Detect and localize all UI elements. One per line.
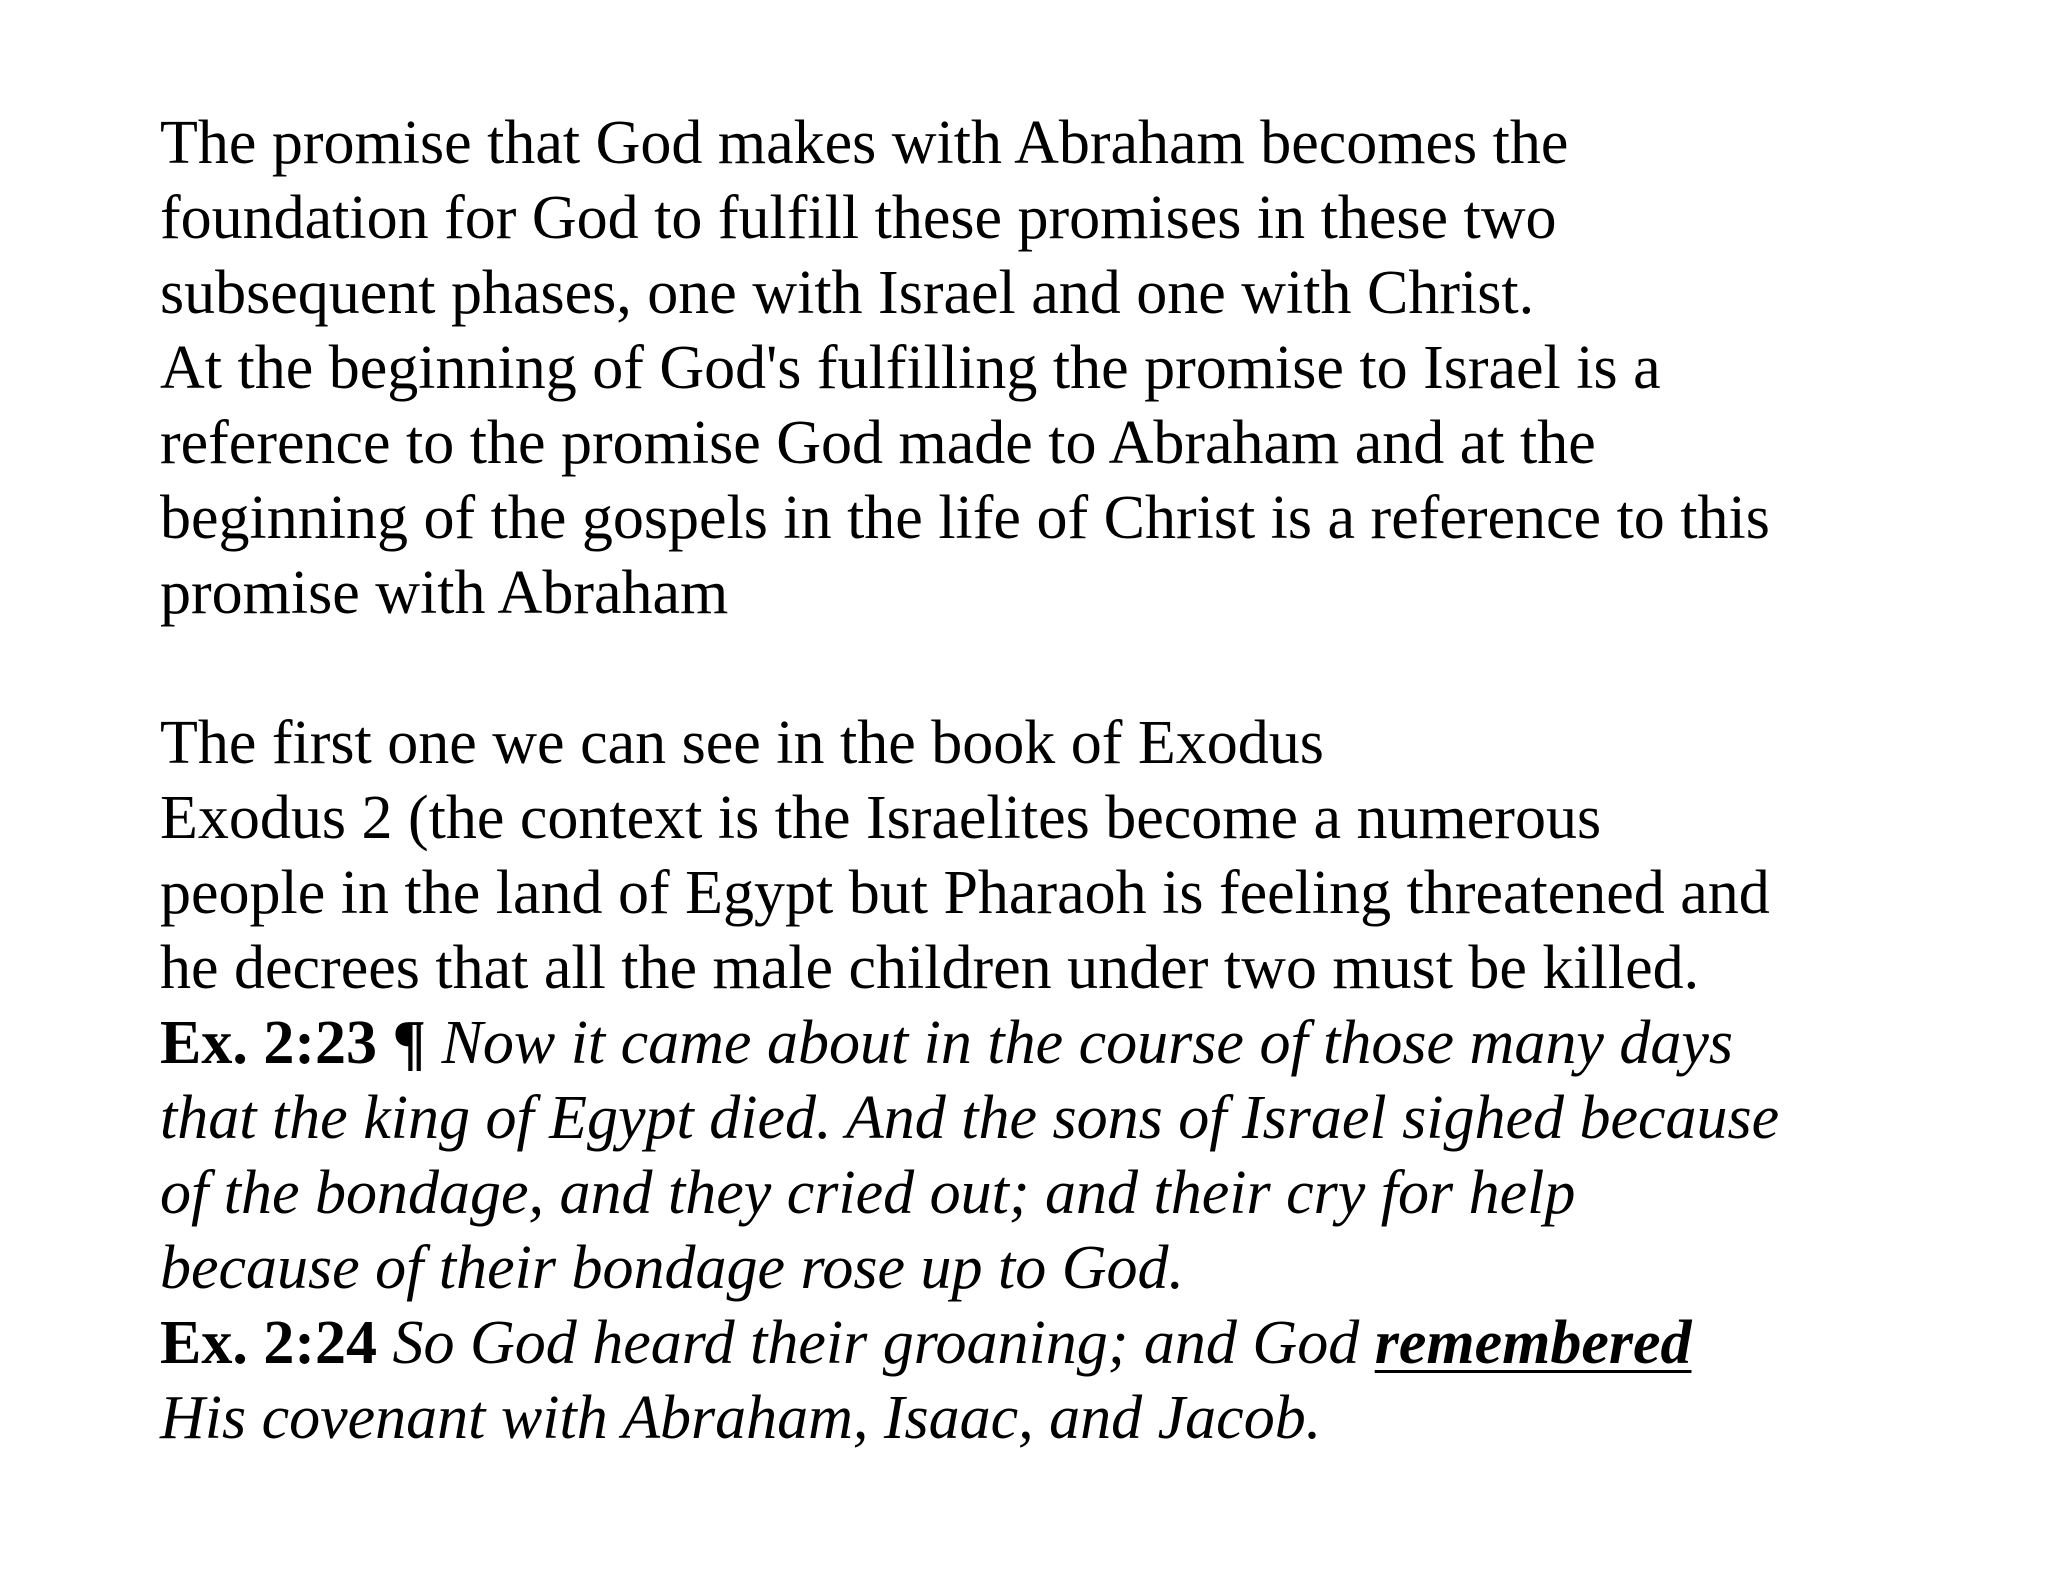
- verse-line: [160, 1306, 2020, 1381]
- text-line: promise with Abraham: [160, 559, 729, 627]
- text-line: subsequent phases, one with Israel and one with Christ.: [160, 259, 1535, 327]
- verse-reference: Ex. 2:23 ¶: [160, 1009, 426, 1077]
- text-line: At the beginning of God's fulfilling the promise to Israel is a: [160, 334, 1661, 402]
- text-line: The first one we can see in the book of Exodus: [160, 709, 1324, 777]
- verse-text: because of their bondage rose up to God.: [160, 1234, 1184, 1302]
- document-page: [160, 106, 2020, 1456]
- paragraph-spacer: [160, 631, 2020, 706]
- verse-reference: Ex. 2:24: [160, 1309, 377, 1377]
- text-line: he decrees that all the male children under two must be killed.: [160, 934, 1700, 1002]
- text-line: Exodus 2 (the context is the Israelites become a numerous: [160, 784, 1602, 852]
- verse-text: So God heard their groaning; and God: [392, 1309, 1360, 1377]
- text-line: foundation for God to fulfill these promises in these two: [160, 184, 1557, 252]
- text-line: beginning of the gospels in the life of Christ is a reference to this: [160, 484, 1770, 552]
- verse-text: Now it came about in the course of those many days: [441, 1009, 1733, 1077]
- text-line: reference to the promise God made to Abraham and at the: [160, 409, 1596, 477]
- verse-line: [160, 1006, 2020, 1081]
- text-line: people in the land of Egypt but Pharaoh is feeling threatened and: [160, 859, 1770, 927]
- emphasized-word: remembered: [1374, 1309, 1692, 1377]
- verse-text: of the bondage, and they cried out; and their cry for help: [160, 1159, 1576, 1227]
- verse-text: His covenant with Abraham, Isaac, and Jacob.: [160, 1384, 1322, 1452]
- text-line: The promise that God makes with Abraham becomes the: [160, 109, 1569, 177]
- verse-text: that the king of Egypt died. And the sons of Israel sighed because: [160, 1084, 1780, 1152]
